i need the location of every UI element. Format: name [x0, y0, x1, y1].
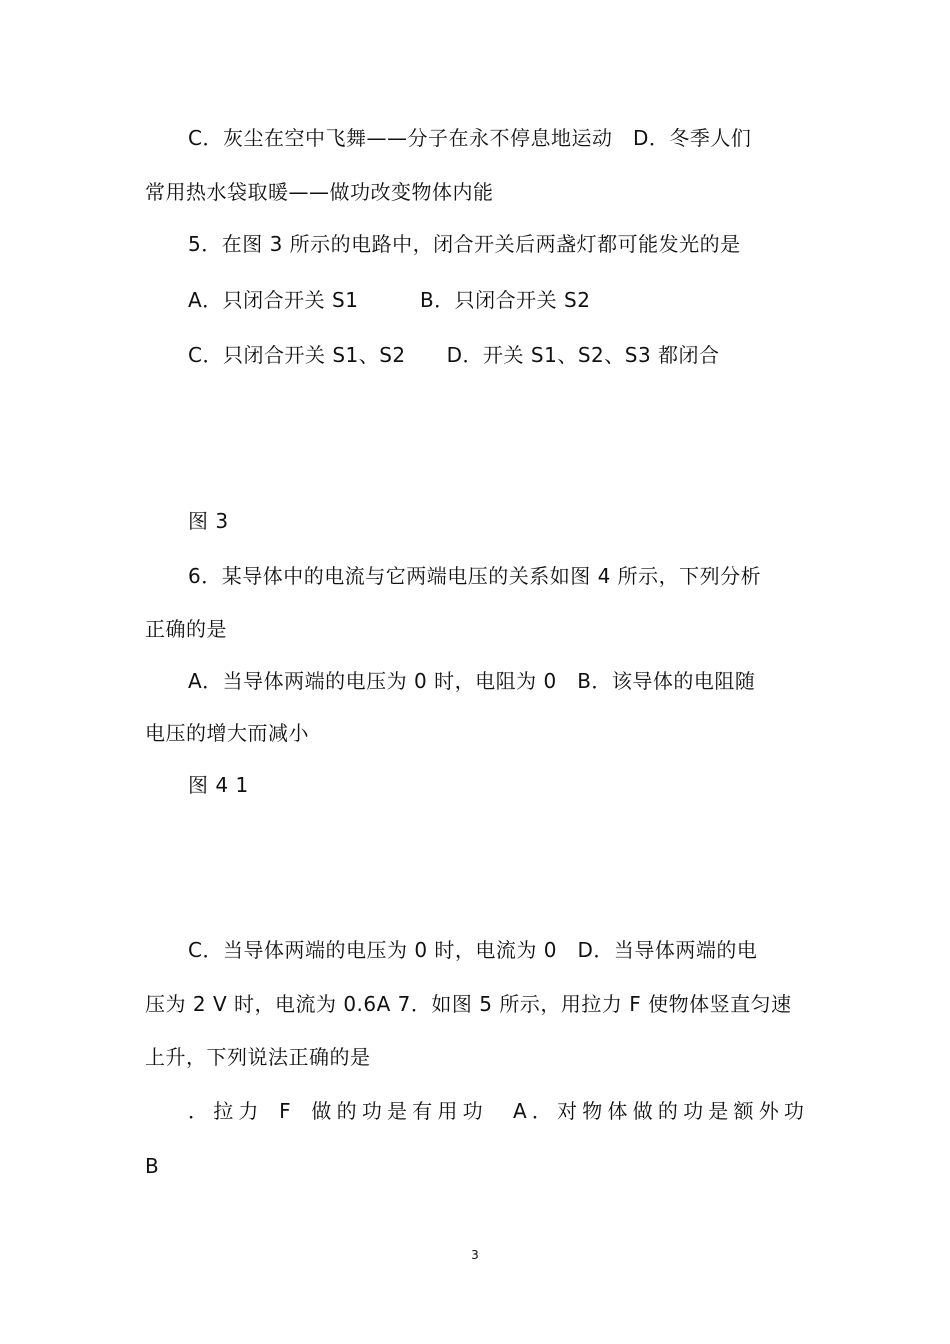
question-6-stem-continuation: 正确的是 — [145, 617, 227, 641]
question-6-options-a-b: A．当导体两端的电压为 0 时，电阻为 0 B．该导体的电阻随 — [188, 669, 756, 693]
question-5-options-c-d: C．只闭合开关 S1、S2 D．开关 S1、S2、S3 都闭合 — [188, 343, 720, 367]
question-5-options-a-b: A．只闭合开关 S1 B．只闭合开关 S2 — [188, 288, 591, 312]
question-7-option-b-label: B — [145, 1154, 160, 1178]
option-c-d-line-1: C．灰尘在空中飞舞——分子在永不停息地运动 D．冬季人们 — [188, 126, 752, 150]
question-7-stem: 压为 2 V 时，电流为 0.6A 7．如图 5 所示，用拉力 F 使物体竖直匀速 — [145, 992, 792, 1016]
question-7-options: ．拉力 F 做的功是有用功 A．对物体做的功是额外功 — [188, 1099, 810, 1123]
question-7-stem-continuation: 上升，下列说法正确的是 — [145, 1045, 371, 1069]
question-6-options-c-d: C．当导体两端的电压为 0 时，电流为 0 D．当导体两端的电 — [188, 938, 758, 962]
question-6-option-b-continuation: 电压的增大而减小 — [145, 721, 309, 745]
figure-4-caption: 图 4 1 — [188, 773, 249, 797]
question-5-stem: 5．在图 3 所示的电路中，闭合开关后两盏灯都可能发光的是 — [188, 232, 741, 256]
figure-3-caption: 图 3 — [188, 509, 229, 533]
option-d-continuation: 常用热水袋取暖——做功改变物体内能 — [145, 180, 494, 204]
page-number: 3 — [471, 1248, 479, 1262]
question-6-stem: 6．某导体中的电流与它两端电压的关系如图 4 所示，下列分析 — [188, 564, 762, 588]
